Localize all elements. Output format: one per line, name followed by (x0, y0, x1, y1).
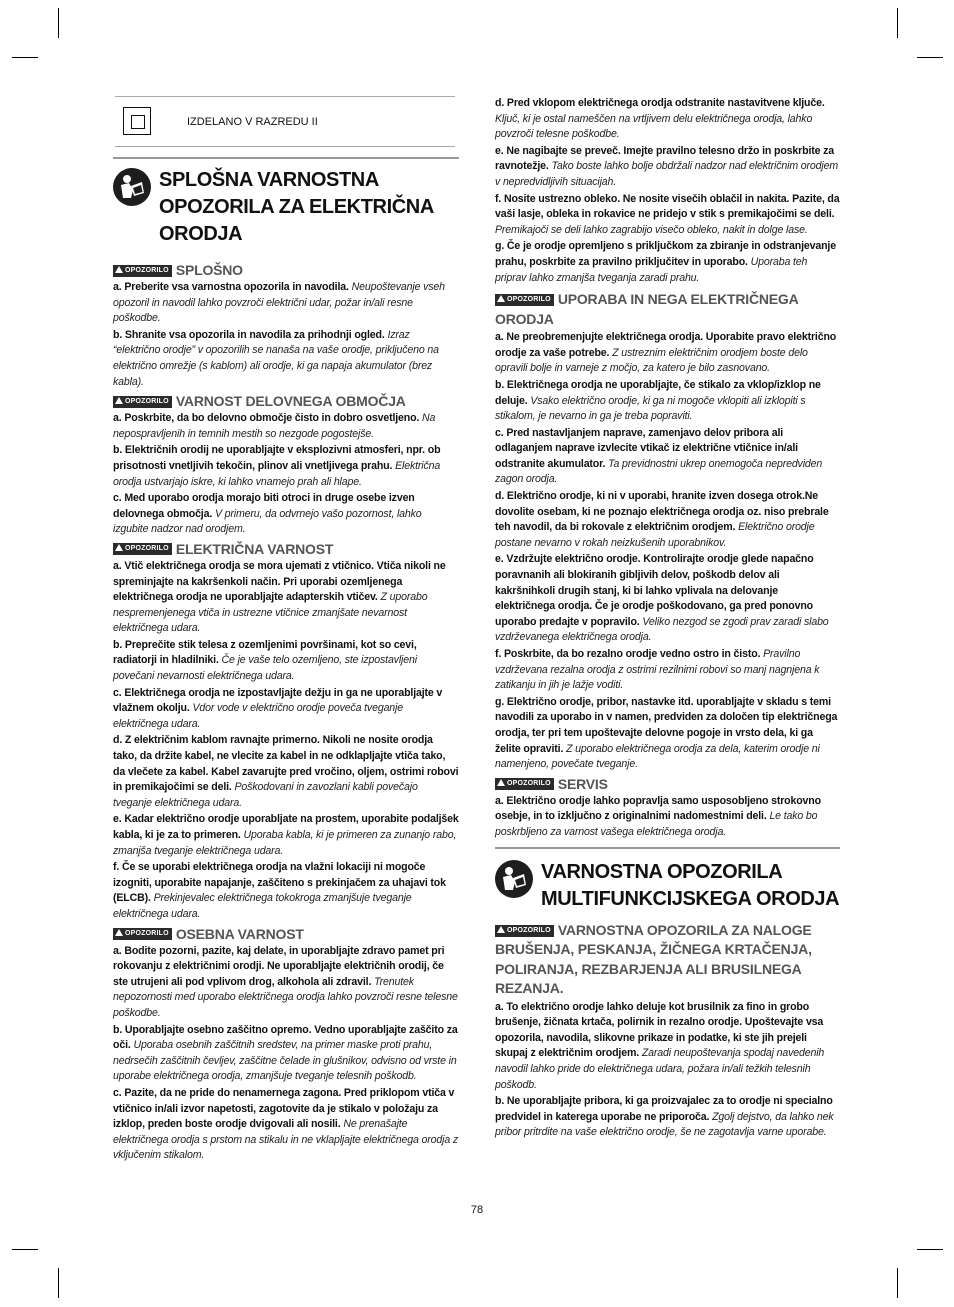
paragraph (495, 695, 840, 773)
instruction-text: g. Električno orodje, pribor, nastavke itd. uporabljajte v skladu s temi navodili za uporabo in v namen, predviden za določen tip električnega orodja, ter pri tem upoštevajte delovne pogoje in vrsto dela, ki ga želite opraviti. (495, 695, 838, 755)
paragraph (495, 552, 840, 646)
class2-label: IZDELANO V RAZREDU II (187, 116, 318, 128)
instruction-text: c. Med uporabo orodja morajo biti otroci in druge osebe izven delovnega območja. (113, 492, 415, 520)
explanation-text: Tako boste lahko bolje obdržali nadzor nad električnim orodjem v nepredvidljivih situacijah. (495, 160, 839, 188)
right-column (495, 96, 840, 1142)
explanation-text: Ključ, ki je ostal nameščen na vrtljivem delu električnega orodja, lahko povzroči telesne poškodbe. (495, 112, 813, 141)
explanation-text: Z uporabo nespremenjenega vtiča in ustrezne vtičnice zmanjšate nevarnost električnega udara. (113, 591, 428, 635)
explanation-text: V primeru, da odvrnejo vašo pozornost, lahko izgubite nadzor nad orodjem. (113, 507, 422, 536)
explanation-text: Ta previdnostni ukrep onemogoča nepredviden zagon orodja. (495, 457, 823, 486)
paragraph (113, 491, 459, 538)
warning-triangle-icon (115, 397, 123, 404)
paragraph (495, 378, 840, 425)
manual-reading-icon (113, 168, 151, 206)
paragraph (113, 1086, 459, 1164)
instruction-text: f. Poskrbite, da bo rezalno orodje vedno ostro in čisto. (495, 648, 761, 660)
instruction-text: a. Ne preobremenjujte električnega orodja. Uporabite pravo električno orodje za vaše potrebe. (495, 331, 837, 359)
instruction-text: a. To električno orodje lahko deluje kot brusilnik za fino in grobo brušenje, žičnata krtača, polirnik in rezalno orodje. Upoštevajte vsa opozorila, navodila, slikovne prikaze in podatke, ki ste jih prejeli skupaj z električnim orodjem. (495, 1000, 824, 1060)
explanation-text: Premikajoči se deli lahko zagrabijo visečo obleko, nakit in dolge lase. (495, 223, 808, 236)
warning-badge: OPOZORILO (113, 543, 172, 555)
subsection-title: ELEKTRIČNA VARNOST (175, 540, 334, 557)
paragraph (495, 239, 840, 286)
explanation-text: Prekinjevalec električnega tokokroga zmanjšuje tveganje električnega udara. (113, 892, 412, 920)
explanation-text: Z uporabo električnega orodja za dela, katerim orodje ni namenjeno, povečate tveganje. (495, 742, 820, 771)
instruction-text: a. Električno orodje lahko popravlja samo usposobljeno strokovno osebje, in to izključno z originalnimi nadomestnimi deli. (495, 794, 821, 823)
instruction-text: f. Nosite ustrezno obleko. Ne nosite visečih oblačil in nakita. Pazite, da vaši lasje, obleka in rokavice ne pridejo v stik s premikajočimi se deli. (495, 192, 840, 221)
warning-badge: OPOZORILO (495, 778, 554, 790)
instruction-text: b. Uporabljajte osebno zaščitno opremo. Vedno uporabljajte zaščito za oči. (113, 1023, 458, 1052)
paragraph (495, 330, 840, 377)
paragraph (113, 443, 459, 490)
section-rule (495, 847, 840, 849)
paragraph (495, 96, 840, 143)
instruction-text: d. Z električnim kablom ravnajte primerno. Nikoli ne nosite orodja tako, da držite kabel, ne vlecite za kabel in ne odklapljajte vtiča tako, da vlečete za kabel. Kabel zavarujte pred vročino, oljem, ostrimi robovi in premikajočimi se deli. (113, 734, 459, 794)
subsection-heading (113, 541, 459, 558)
subsection-title: OSEBNA VARNOST (175, 925, 304, 942)
paragraph (113, 860, 459, 922)
paragraph (113, 328, 459, 390)
class2-box (115, 96, 455, 147)
warning-triangle-icon (115, 544, 123, 551)
instruction-text: b. Preprečite stik telesa z ozemljenimi površinami, kot so cevi, radiatorji in hladilniki. (113, 638, 417, 667)
explanation-text: Električna orodja ustvarjajo iskre, ki lahko vnamejo prah ali hlape. (113, 459, 441, 488)
explanation-text: Zaradi neupoštevanja spodaj navedenih navodil lahko pride do električnega udara, požara in/ali težkih telesnih poškodb. (495, 1047, 825, 1091)
explanation-text: Le tako bo poskrbljeno za varnost vašega električnega orodja. (495, 810, 818, 838)
explanation-text: Neupoštevanje vseh opozoril in navodil lahko povzroči električni udar, požar in/ali resne poškodbe. (113, 281, 445, 325)
crop-mark (58, 1268, 59, 1298)
section1-title: SPLOŠNA VARNOSTNA OPOZORILA ZA ELEKTRIČNA ORODJA (159, 169, 434, 245)
section2-sub-heading: OPOZORILO VARNOSTNA OPOZORILA ZA NALOGE BRUŠENJA, PESKANJA, ŽIČNEGA KRTAČENJA, POLIRANJA, REZBARJENJA ALI BRUSILNEGA REZANJA. (495, 921, 812, 997)
explanation-text: Pravilno vzdrževana rezalna orodja z ostrimi rezilnimi robovi so manj nagnjena k zatikanju in jih je lažje voditi. (495, 648, 820, 692)
instruction-text: f. Če se uporabi električnega orodja na vlažni lokaciji ni mogoče izogniti, uporabite napajanje, zaščiteno s prekinjačem za uhajavi tok (ELCB). (113, 861, 446, 905)
manual-reading-icon (495, 860, 533, 898)
explanation-text: Na nepospravljenih in temnih mestih so nezgode pogostejše. (113, 412, 436, 440)
instruction-text: c. Električnega orodja ne izpostavljajte dežju in ga ne uporabljajte v vlažnem okolju. (113, 686, 443, 715)
paragraph (495, 426, 840, 488)
explanation-text: Zgolj dejstvo, da lahko nek pribor pritrdite na vaše električno orodje, še ne zagotavlja varne uporabe. (495, 1110, 834, 1139)
section2-header (495, 859, 840, 913)
instruction-text: a. Vtič električnega orodja se mora ujemati z vtičnico. Vtiča nikoli ne spreminjajte na kakršenkoli način. Pri uporabi ozemljenega električnega orodja ne uporabljajte adapterskih vtičev. (113, 559, 446, 604)
explanation-text: Vsako električno orodje, ki ga ni mogoče vklopiti ali izklopiti s stikalom, je nevarno in ga je treba popraviti. (495, 394, 806, 423)
section-rule (113, 157, 459, 159)
instruction-text: d. Pred vklopom električnega orodja odstranite nastavitvene ključe. (495, 97, 825, 109)
explanation-text: Uporaba kabla, ki je primeren za zunanjo rabo, zmanjša tveganje električnega udara. (113, 829, 457, 857)
instruction-text: e. Vzdržujte električno orodje. Kontrolirajte orodje glede napačno poravnanih ali blokiranih gibljivih delov, poškodb delov ali kakršnihkoli drugih stanj, ki bi lahko vplivala na delovanje električnega orodja. Če je orodje poškodovano, ga pred ponovno uporabo predajte v popravilo. (495, 553, 814, 628)
subsection-heading (113, 926, 459, 943)
paragraph (113, 280, 459, 327)
instruction-text: a. Preberite vsa varnostna opozorila in navodila. (113, 281, 349, 293)
explanation-text: Električno orodje postane nevarno v rokah neizkušenih uporabnikov. (495, 521, 815, 549)
paragraph (113, 686, 459, 733)
paragraph (495, 489, 840, 551)
instruction-text: b. Ne uporabljajte pribora, ki ga proizvajalec za to orodje ni specialno predvidel in katerega uporabe ne priporoča. (495, 1095, 833, 1123)
warning-badge: OPOZORILO (113, 396, 172, 408)
paragraph (495, 192, 840, 239)
crop-mark (58, 8, 59, 38)
explanation-text: Ne prenašajte električnega orodja s prstom na stikalu in ne vklapljajte električnega orodja z vključenim stikalom. (113, 1118, 458, 1162)
explanation-text: Poškodovani in zavozlani kabli povečajo tveganje električnega udara. (113, 781, 418, 809)
crop-mark (917, 1249, 943, 1250)
paragraph (113, 944, 459, 1022)
paragraph (495, 1094, 840, 1141)
instruction-text: b. Shranite vsa opozorila in navodila za prihodnji ogled. (113, 328, 385, 341)
crop-mark (12, 57, 38, 58)
explanation-text: Uporaba osebnih zaščitnih sredstev, na primer maske proti prahu, nedrsečih zaščitnih čevljev, zaščitne čelade in glušnikov, odvisno od vrste in uporabe električnega orodja, zmanjšuje tveganje telesnih poškodb. (113, 1039, 457, 1083)
section1-header (113, 167, 459, 248)
warning-triangle-icon (115, 266, 123, 273)
warning-badge: OPOZORILO (495, 925, 554, 937)
paragraph (113, 411, 459, 442)
use-heading: OPOZORILO UPORABA IN NEGA ELEKTRIČNEGA ORODJA (495, 291, 798, 327)
warning-badge: OPOZORILO (495, 294, 554, 306)
explanation-text: Z ustreznim električnim orodjem boste delo opravili bolje in varneje z močjo, za katero je bilo zasnovano. (495, 346, 808, 375)
instruction-text: e. Kadar električno orodje uporabljate na prostem, uporabite podaljšek kabla, ki je za to primeren. (113, 813, 459, 841)
instruction-text: b. Električnih orodij ne uporabljajte v eksplozivni atmosferi, npr. ob prisotnosti vnetljivih tekočin, plinov ali vnetljivega prahu. (113, 444, 441, 472)
instruction-text: a. Poskrbite, da bo delovno območje čisto in dobro osvetljeno. (113, 412, 420, 425)
warning-triangle-icon (497, 779, 505, 786)
warning-triangle-icon (497, 295, 505, 302)
paragraph (495, 144, 840, 191)
subsection-title: VARNOST DELOVNEGA OBMOČJA (175, 393, 406, 410)
crop-mark (897, 8, 898, 38)
subsection-title: SPLOŠNO (175, 262, 243, 278)
instruction-text: c. Pazite, da ne pride do nenamernega zagona. Pred priklopom vtiča v vtičnico in/ali izvor napetosti, zagotovite da je stikalo v položaju za izklop, preden boste orodje dvigovali ali nosili. (113, 1086, 455, 1131)
instruction-text: c. Pred nastavljanjem naprave, zamenjavo delov pribora ali odlaganjem naprave izvlecite vtikač iz električne vtičnice in/ali odstranite akumulator. (495, 426, 798, 470)
explanation-text: Vdor vode v električno orodje poveča tveganje električnega udara. (113, 702, 403, 730)
warning-triangle-icon (115, 929, 123, 936)
paragraph (495, 794, 840, 841)
service-heading: OPOZORILO SERVIS (495, 776, 840, 793)
instruction-text: d. Električno orodje, ki ni v uporabi, hranite izven dosega otrok.Ne dovolite osebam, ki ne poznajo električnega orodja oz. niso prebrale teh navodil, da bi rokovale z električnim orodjem. (495, 490, 829, 534)
crop-mark (12, 1249, 38, 1250)
explanation-text: Trenutek nepozornosti med uporabo električnega orodja lahko povzroči resne telesne poškodbe. (113, 975, 458, 1019)
instruction-text: g. Če je orodje opremljeno s priključkom za zbiranje in odstranjevanje prahu, poskrbite za pravilno priključitev in uporabo. (495, 240, 836, 268)
warning-triangle-icon (497, 926, 505, 933)
left-column (113, 96, 459, 1165)
crop-mark (917, 57, 943, 58)
subsection-heading (113, 262, 459, 279)
paragraph (113, 559, 459, 637)
subsection-heading (113, 393, 459, 410)
explanation-text: Izraz “električno orodje” v opozorilih se nanaša na vaše orodje, priključeno na električno omrežje (s kablom) ali orodje, ki ga napaja akumulator (brez kabla). (113, 328, 439, 388)
explanation-text: Veliko nezgod se zgodi prav zaradi slabo vzdrževanega električnega orodja. (495, 615, 829, 644)
section2-title: VARNOSTNA OPOZORILA MULTIFUNKCIJSKEGA ORODJA (541, 860, 840, 910)
paragraph (113, 733, 459, 811)
explanation-text: Če je vaše telo ozemljeno, ste izpostavljeni povečani nevarnosti električnega udara. (113, 654, 417, 683)
paragraph (113, 638, 459, 685)
warning-badge: OPOZORILO (113, 928, 172, 940)
crop-mark (897, 1268, 898, 1298)
paragraph (495, 1000, 840, 1094)
explanation-text: Uporaba teh priprav lahko zmanjša tveganja zaradi prahu. (495, 255, 808, 284)
class2-icon (123, 107, 151, 135)
warning-badge: OPOZORILO (113, 265, 172, 277)
paragraph (113, 1023, 459, 1085)
page-number: 78 (470, 1204, 484, 1216)
paragraph (495, 647, 840, 694)
instruction-text: e. Ne nagibajte se preveč. Imejte pravilno telesno držo in poskrbite za ravnotežje. (495, 144, 835, 173)
paragraph (113, 812, 459, 859)
instruction-text: a. Bodite pozorni, pazite, kaj delate, in uporabljajte zdravo pamet pri rokovanju z električnimi orodji. Ne uporabljajte električnih orodij, če ste utrujeni ali pod vplivom drog, alkohola ali zdravil. (113, 944, 445, 988)
instruction-text: b. Električnega orodja ne uporabljajte, če stikalo za vklop/izklop ne deluje. (495, 378, 821, 407)
